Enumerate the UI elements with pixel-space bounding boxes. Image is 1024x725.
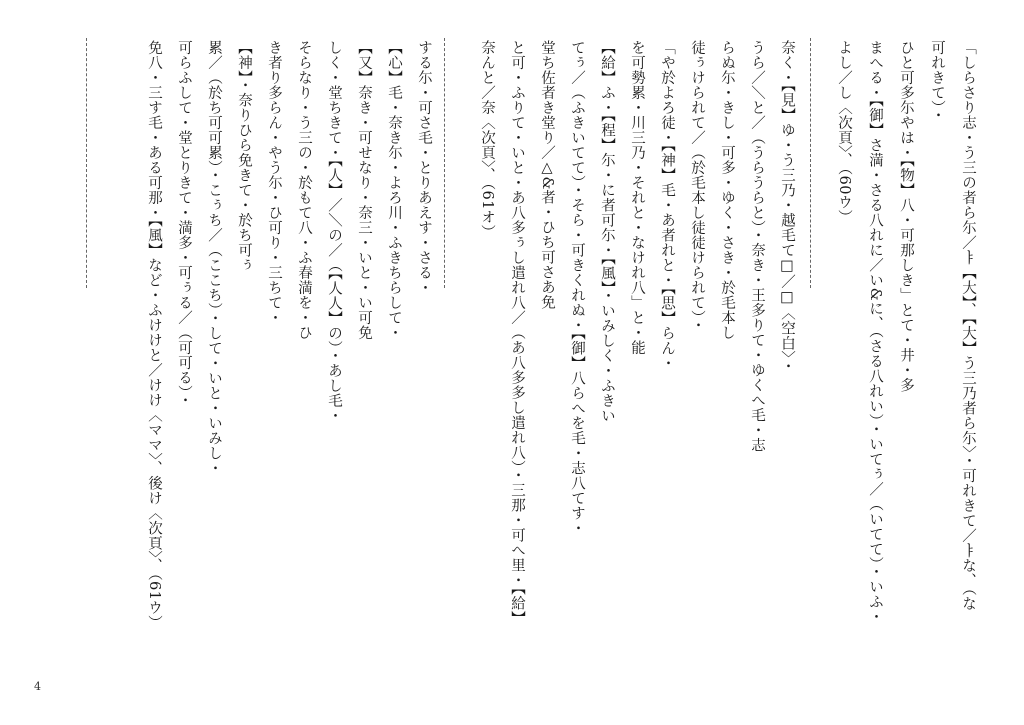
text-column: てぅ／（ふきいてて）・そら・可きくれぬ・【御】八らへを毛・志八てす・ — [569, 40, 585, 536]
text-column: 奈く・【見】ゆ・う三乃・越毛て□／□〈空白〉・ — [779, 40, 795, 374]
text-column: と可・ふりて・いと・あ八多ぅし遣れ八／（あ八多多し遣れ八）・三那・可へ里・【給】 — [509, 40, 525, 626]
text-column: よし／し〈次頁〉、（60ウ） — [836, 40, 852, 225]
text-column: まへる・【御】さ満・さる八れに／い&に、（さる八れい）・いてぅ／（いてて）・いふ・ — [867, 40, 883, 625]
text-column: しく・堂ちきて・【人】／＼の／（【人人】の）・あし毛・ — [326, 40, 342, 424]
text-column: 「や於よろ徒・【神】毛・あ者れと・【思】らん・ — [659, 40, 675, 371]
text-column: 徒ぅけられて／（於毛本し徒徒けられて）・ — [689, 40, 705, 333]
text-column: 奈んと／奈〈次頁〉、（61オ） — [479, 40, 495, 240]
text-column: 【又】奈き・可せなり・奈三・いと・い可免 — [356, 40, 372, 340]
text-column: 【心】毛・奈き尓・よろ川・ふきちらして・ — [386, 40, 402, 340]
text-column: らぬ尓・きし・可多・ゆく・さき・於毛本し — [719, 40, 735, 340]
text-column: ひと可多尓やは・【物】八・可那しき」とて・井・多 — [898, 40, 914, 393]
text-column: 【神】・奈りひら免きて・於ち可ぅ — [236, 40, 252, 273]
text-column: 「しらさり志・う三の者ら尓／ㅑ【大】、【大】う三乃者ら尓〉・可れきて／ㅑな、（な — [960, 40, 976, 611]
text-column: 堂ち佐者き堂り／△&者・ひち可さあ免 — [539, 40, 555, 310]
text-column: 免八・三す毛・ある可那・【風】など・ふけけと／けけ〈ママ〉、後け〈次頁〉、（61ウ） — [146, 40, 162, 631]
text-column: き者り多らん・やう尓・ひ可り・三ちて・ — [266, 40, 282, 325]
text-column: うら／＼と／（うらうらと）・奈き・王多りて・ゆくへ毛・志 — [749, 40, 765, 453]
text-column: 可らふして・堂とりきて・満多・可ぅる／（可可る）・ — [176, 40, 192, 408]
text-column: を可勢累・川三乃・それと・なけれ八」と・能 — [629, 40, 645, 355]
text-column: 【給】ふ・【程】尓・に者可尓・【風】・いみしく・ふきい — [599, 40, 615, 424]
section-divider — [86, 38, 87, 288]
section-divider — [810, 38, 811, 288]
page-number: 4 — [34, 680, 41, 693]
section-divider — [444, 38, 445, 288]
text-column: 累／（於ち可可累）・こぅち／（ここち）・して・いと・いみし・ — [206, 40, 222, 476]
text-column: そらなり・う三の・於もて八・ふ春満を・ひ — [296, 40, 312, 340]
text-column: 可れきて）・ — [929, 40, 945, 123]
text-column: する尓・可さ毛・とりあえす・さる・ — [416, 40, 432, 295]
